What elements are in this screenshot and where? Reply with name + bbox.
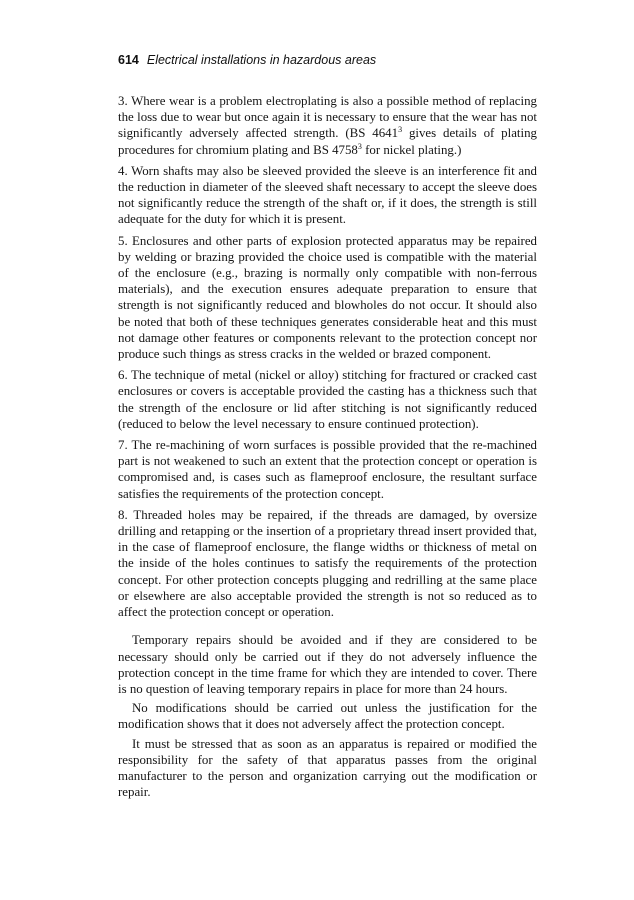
closing-paragraphs: [118, 632, 537, 800]
list-item-7: 7. The re-machining of worn surfaces is possible provided that the re-machined part is not weakened to such an extent that the protection concept or operation is compromised and, is cases such as flameproof enclosure, the resultant surface satisfies the requirements of the protection concept.: [118, 438, 537, 501]
footnote-ref: 3: [398, 125, 403, 135]
list-item-3-text-c: for nickel plating.): [361, 142, 462, 157]
numbered-list: [118, 93, 537, 620]
list-item-3-text-a: 3. Where wear is a problem electroplating is also a possible method of replacing the loss due to wear but once again it is necessary to ensure that the wear has not significantly adversely affected strength. (BS 4641: [118, 94, 537, 141]
list-item-6: 6. The technique of metal (nickel or alloy) stitching for fractured or cracked cast enclosures or covers is acceptable provided the casting has a thickness such that the strength of the enclosure or lid after stitching is not significantly reduced (reduced to below the level necessary to ensure continued protection).: [118, 368, 537, 431]
paragraph-temporary-repairs: Temporary repairs should be avoided and if they are considered to be necessary should only be carried out if they do not adversely influence the protection concept in the time frame for which they are intended to cover. There is no question of leaving temporary repairs in place for more than 24 hours.: [118, 633, 537, 696]
list-item-8: 8. Threaded holes may be repaired, if the threads are damaged, by oversize drilling and retapping or the insertion of a proprietary thread insert provided that, in the case of flameproof enclosure, the flange widths or thickness of metal on the inside of the holes continues to satisfy the requirements of the protection concept. For other protection concepts plugging and redrilling at the same place or elsewhere are also acceptable provided the strength is not so reduced as to affect the protection concept or operation.: [118, 507, 537, 620]
paragraph-modifications: No modifications should be carried out unless the justification for the modification shows that it does not adversely affect the protection concept.: [118, 701, 537, 732]
running-header: [118, 53, 376, 67]
list-item-5: 5. Enclosures and other parts of explosion protected apparatus may be repaired by welding or brazing provided the choice used is compatible with the material of the enclosure (e.g., brazing is normally only compatible with non-ferrous materials), and the execution ensures adequate preparation to ensure that strength is not significantly reduced and blowholes do not occur. It should also be noted that both of these techniques generates considerable heat and this must not damage other features or components relevant to the protection concept nor produce such things as stress cracks in the welded or brazed component.: [118, 233, 537, 362]
list-item-3-text-b: gives details of plating procedures for chromium plating and BS 4758: [118, 126, 537, 157]
list-item-3: [118, 93, 537, 158]
footnote-ref: 3: [357, 141, 362, 151]
page-number: 614: [118, 53, 139, 67]
body-text: [118, 93, 537, 803]
running-title: Electrical installations in hazardous areas: [146, 53, 377, 67]
list-item-4: 4. Worn shafts may also be sleeved provided the sleeve is an interference fit and the reduction in diameter of the sleeved shaft necessary to accept the sleeve does not significantly reduce the strength of the shaft or, if it does, the strength is still adequate for the duty for which it is present.: [118, 163, 537, 227]
paragraph-responsibility: It must be stressed that as soon as an apparatus is repaired or modified the responsibility for the safety of that apparatus passes from the original manufacturer to the person and organization carrying out the modification or repair.: [118, 736, 537, 800]
